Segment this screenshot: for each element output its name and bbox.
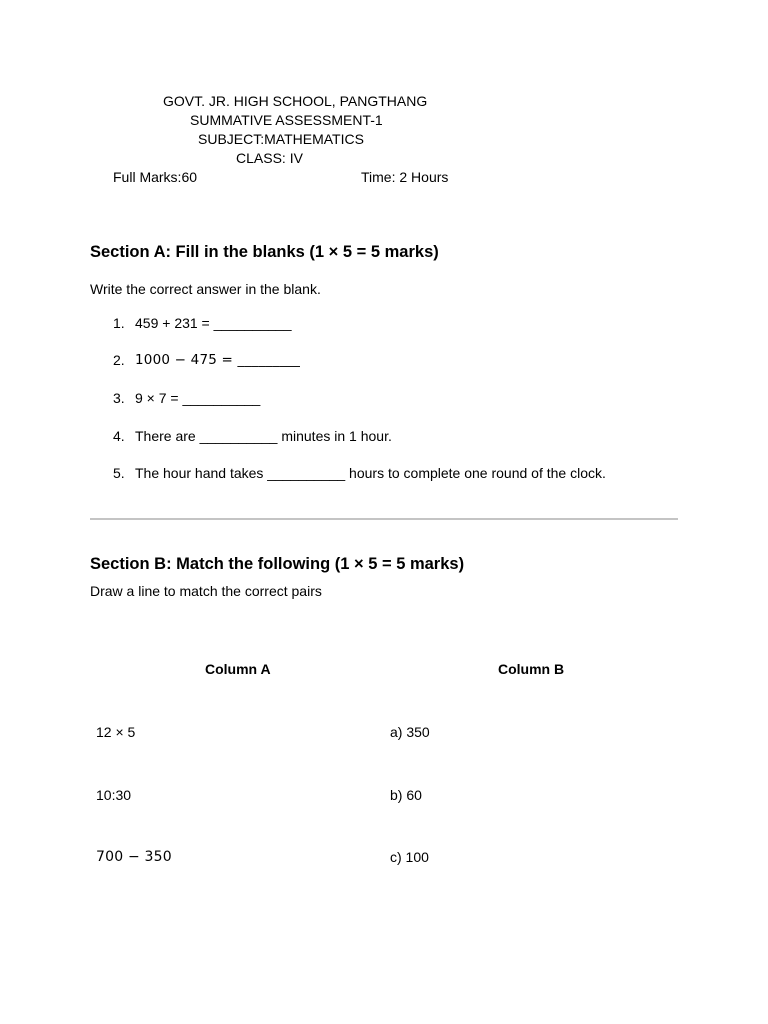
section-a-instruction: Write the correct answer in the blank. — [90, 281, 321, 297]
section-b-title: Section B: Match the following (1 × 5 = 5 marks) — [90, 555, 465, 573]
question-number: 5. — [113, 465, 125, 481]
school-name: GOVT. JR. HIGH SCHOOL, PANGTHANG — [163, 93, 428, 109]
question-text: There are __________ minutes in 1 hour. — [135, 428, 392, 444]
full-marks: Full Marks:60 — [113, 169, 198, 185]
column-b-cell: b) 60 — [390, 787, 422, 803]
question-number: 1. — [113, 315, 125, 331]
section-b-instruction: Draw a line to match the correct pairs — [90, 583, 322, 599]
exam-title: SUMMATIVE ASSESSMENT-1 — [190, 112, 383, 128]
column-b-cell: a) 350 — [390, 724, 430, 740]
question-text: 9 × 7 = __________ — [135, 390, 261, 406]
class-label: CLASS: IV — [236, 150, 303, 166]
column-a-cell: 12 × 5 — [96, 724, 136, 740]
column-b-cell: c) 100 — [390, 849, 429, 865]
question-number: 4. — [113, 428, 125, 444]
question-text: 1000 − 475 = _________ — [135, 352, 301, 368]
column-a-cell: 10:30 — [96, 787, 132, 803]
time-allowed: Time: 2 Hours — [361, 169, 449, 185]
section-divider — [90, 518, 678, 520]
section-a-title: Section A: Fill in the blanks (1 × 5 = 5 marks) — [90, 243, 439, 261]
question-text: 459 + 231 = __________ — [135, 315, 292, 331]
question-number: 2. — [113, 352, 125, 368]
subject-label: SUBJECT:MATHEMATICS — [198, 131, 364, 147]
column-a-cell: 700 − 350 — [96, 849, 172, 865]
column-b-header: Column B — [498, 661, 565, 677]
question-text: The hour hand takes __________ hours to complete one round of the clock. — [135, 465, 606, 481]
question-number: 3. — [113, 390, 125, 406]
column-a-header: Column A — [205, 661, 271, 677]
